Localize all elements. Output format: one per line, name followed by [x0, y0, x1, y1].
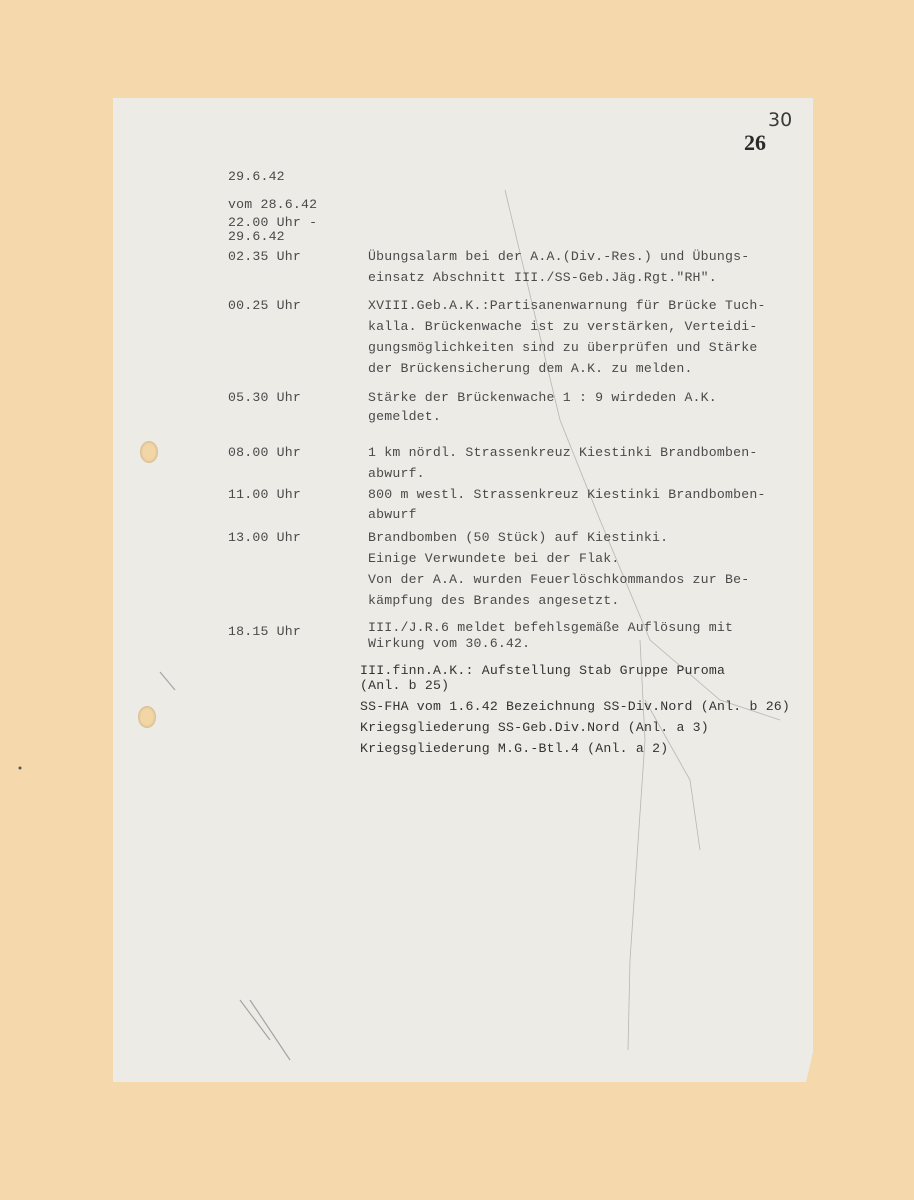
- entry-line: Stärke der Brückenwache 1 : 9 wirdeden A.K.: [368, 390, 717, 405]
- annex-line: SS-FHA vom 1.6.42 Bezeichnung SS-Div.Nord (Anl. b 26): [360, 699, 791, 714]
- entry-time: 02.35 Uhr: [228, 249, 302, 264]
- smudge-mark: [160, 672, 175, 690]
- entry-line: abwurf: [368, 507, 417, 522]
- annex-line: III.finn.A.K.: Aufstellung Stab Gruppe Puroma: [360, 663, 726, 678]
- annex-line: Kriegsgliederung M.G.-Btl.4 (Anl. a 2): [360, 741, 669, 756]
- entry-time: 13.00 Uhr: [228, 530, 302, 545]
- entry-line: gungsmöglichkeiten sind zu überprüfen und Stärke: [368, 340, 758, 355]
- smudge-mark: [240, 1000, 270, 1040]
- entry-line: gemeldet.: [368, 409, 442, 424]
- entry-time: 00.25 Uhr: [228, 298, 302, 313]
- range-start: 22.00 Uhr -: [228, 215, 318, 230]
- entry-line: kalla. Brückenwache ist zu verstärken, Verteidi-: [368, 319, 758, 334]
- entry-line: III./J.R.6 meldet befehlsgemäße Auflösung mit: [368, 620, 734, 635]
- entry-line: Übungsalarm bei der A.A.(Div.-Res.) und Übungs-: [368, 249, 750, 264]
- punch-hole: [140, 441, 158, 463]
- range-end: 29.6.42: [228, 229, 285, 244]
- annex-line: (Anl. b 25): [360, 678, 450, 693]
- entry-line: Einige Verwundete bei der Flak.: [368, 551, 620, 566]
- entry-line: Brandbomben (50 Stück) auf Kiestinki.: [368, 530, 669, 545]
- entry-line: abwurf.: [368, 466, 425, 481]
- entry-line: 800 m westl. Strassenkreuz Kiestinki Brandbomben-: [368, 487, 766, 502]
- punch-hole: [138, 706, 156, 728]
- entry-time: 08.00 Uhr: [228, 445, 302, 460]
- entry-line: XVIII.Geb.A.K.:Partisanenwarnung für Brücke Tuch-: [368, 298, 766, 313]
- entry-line: 1 km nördl. Strassenkreuz Kiestinki Brandbomben-: [368, 445, 758, 460]
- range-from: vom 28.6.42: [228, 197, 318, 212]
- handwritten-page-number: 30: [768, 109, 793, 131]
- smudge-mark: [250, 1000, 290, 1060]
- entry-line: einsatz Abschnitt III./SS-Geb.Jäg.Rgt."RH".: [368, 270, 717, 285]
- entry-line: kämpfung des Brandes angesetzt.: [368, 593, 620, 608]
- entry-line: Von der A.A. wurden Feuerlöschkommandos zur Be-: [368, 572, 750, 587]
- entry-time: 05.30 Uhr: [228, 390, 302, 405]
- entry-line: Wirkung vom 30.6.42.: [368, 636, 531, 651]
- entry-time: 18.15 Uhr: [228, 624, 302, 639]
- stamped-page-number: 26: [744, 130, 766, 155]
- entry-time: 11.00 Uhr: [228, 487, 302, 502]
- annex-line: Kriegsgliederung SS-Geb.Div.Nord (Anl. a 3): [360, 720, 709, 735]
- entry-line: der Brückensicherung dem A.K. zu melden.: [368, 361, 693, 376]
- speck: [19, 767, 22, 770]
- entry-date: 29.6.42: [228, 169, 285, 184]
